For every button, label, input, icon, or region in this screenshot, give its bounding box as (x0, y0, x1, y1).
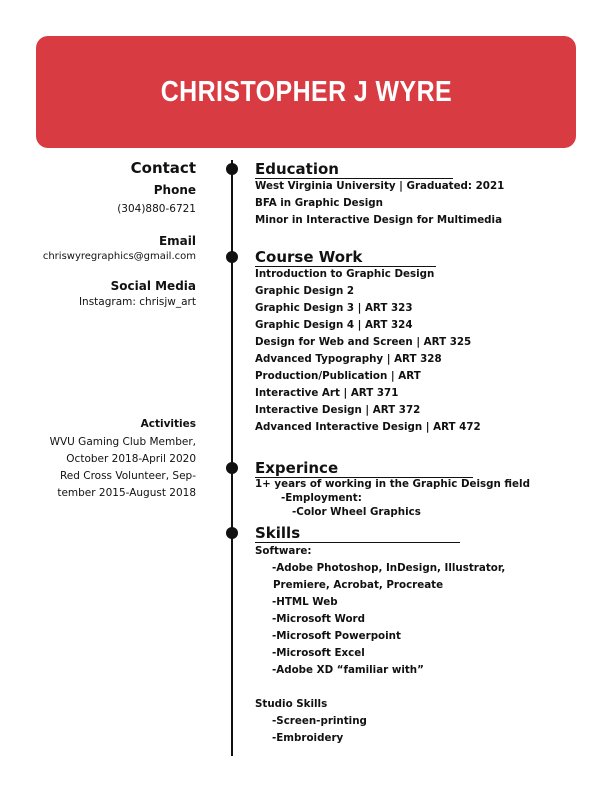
timeline-dot-education (226, 163, 238, 175)
skills-item: -Microsoft Excel (272, 647, 365, 659)
skills-item: -HTML Web (272, 596, 338, 608)
experience-title: Experince (255, 459, 473, 478)
coursework-item: Production/Publication | ART (255, 370, 421, 382)
coursework-item: Advanced Interactive Design | ART 472 (255, 421, 481, 433)
skills-studio-label: Studio Skills (255, 698, 328, 710)
activities-heading: Activities (140, 418, 196, 430)
social-media-label: Social Media (110, 279, 196, 293)
coursework-item: Interactive Art | ART 371 (255, 387, 399, 399)
email-label: Email (158, 234, 196, 248)
skills-software-label: Software: (255, 545, 312, 557)
coursework-item: Interactive Design | ART 372 (255, 404, 421, 416)
activities-line: WVU Gaming Club Member, (49, 436, 196, 448)
activities-line: Red Cross Volunteer, Sep- (59, 470, 196, 482)
education-item: BFA in Graphic Design (255, 197, 383, 209)
coursework-item: Advanced Typography | ART 328 (255, 353, 442, 365)
header-banner (36, 36, 576, 148)
instagram-handle: Instagram: chrisjw_art (78, 296, 196, 308)
timeline-dot-coursework (226, 251, 238, 263)
skills-item: -Screen-printing (272, 715, 367, 727)
coursework-title: Course Work (255, 248, 436, 267)
experience-item: 1+ years of working in the Graphic Deisgn field (255, 478, 530, 490)
skills-item: -Adobe Photoshop, InDesign, Illustrator, (272, 562, 506, 574)
timeline-dot-experience (226, 462, 238, 474)
coursework-item: Introduction to Graphic Design (255, 268, 435, 280)
phone-label: Phone (153, 183, 196, 197)
experience-item: -Employment: (281, 492, 362, 504)
coursework-item: Design for Web and Screen | ART 325 (255, 336, 472, 348)
education-item: West Virginia University | Graduated: 2021 (255, 180, 505, 192)
education-item: Minor in Interactive Design for Multimedia (255, 214, 503, 226)
skills-item: -Embroidery (272, 732, 344, 744)
resume-name: CHRISTOPHER J WYRE (160, 75, 452, 108)
contact-heading: Contact (130, 159, 196, 177)
activities-line: tember 2015-August 2018 (57, 487, 196, 499)
activities-line: October 2018-April 2020 (66, 453, 196, 465)
coursework-item: Graphic Design 2 (255, 285, 355, 297)
coursework-item: Graphic Design 3 | ART 323 (255, 302, 413, 314)
education-title: Education (255, 160, 453, 179)
email-value: chriswyregraphics@gmail.com (42, 251, 196, 262)
timeline-line (231, 160, 233, 756)
skills-item: -Adobe XD “familiar with” (272, 664, 424, 676)
phone-value: (304)880-6721 (117, 203, 196, 215)
experience-item: -Color Wheel Graphics (292, 506, 421, 518)
coursework-item: Graphic Design 4 | ART 324 (255, 319, 413, 331)
skills-title: Skills (255, 524, 460, 543)
skills-item: Premiere, Acrobat, Procreate (273, 579, 444, 591)
skills-item: -Microsoft Word (272, 613, 366, 625)
skills-item: -Microsoft Powerpoint (272, 630, 401, 642)
timeline-dot-skills (226, 527, 238, 539)
